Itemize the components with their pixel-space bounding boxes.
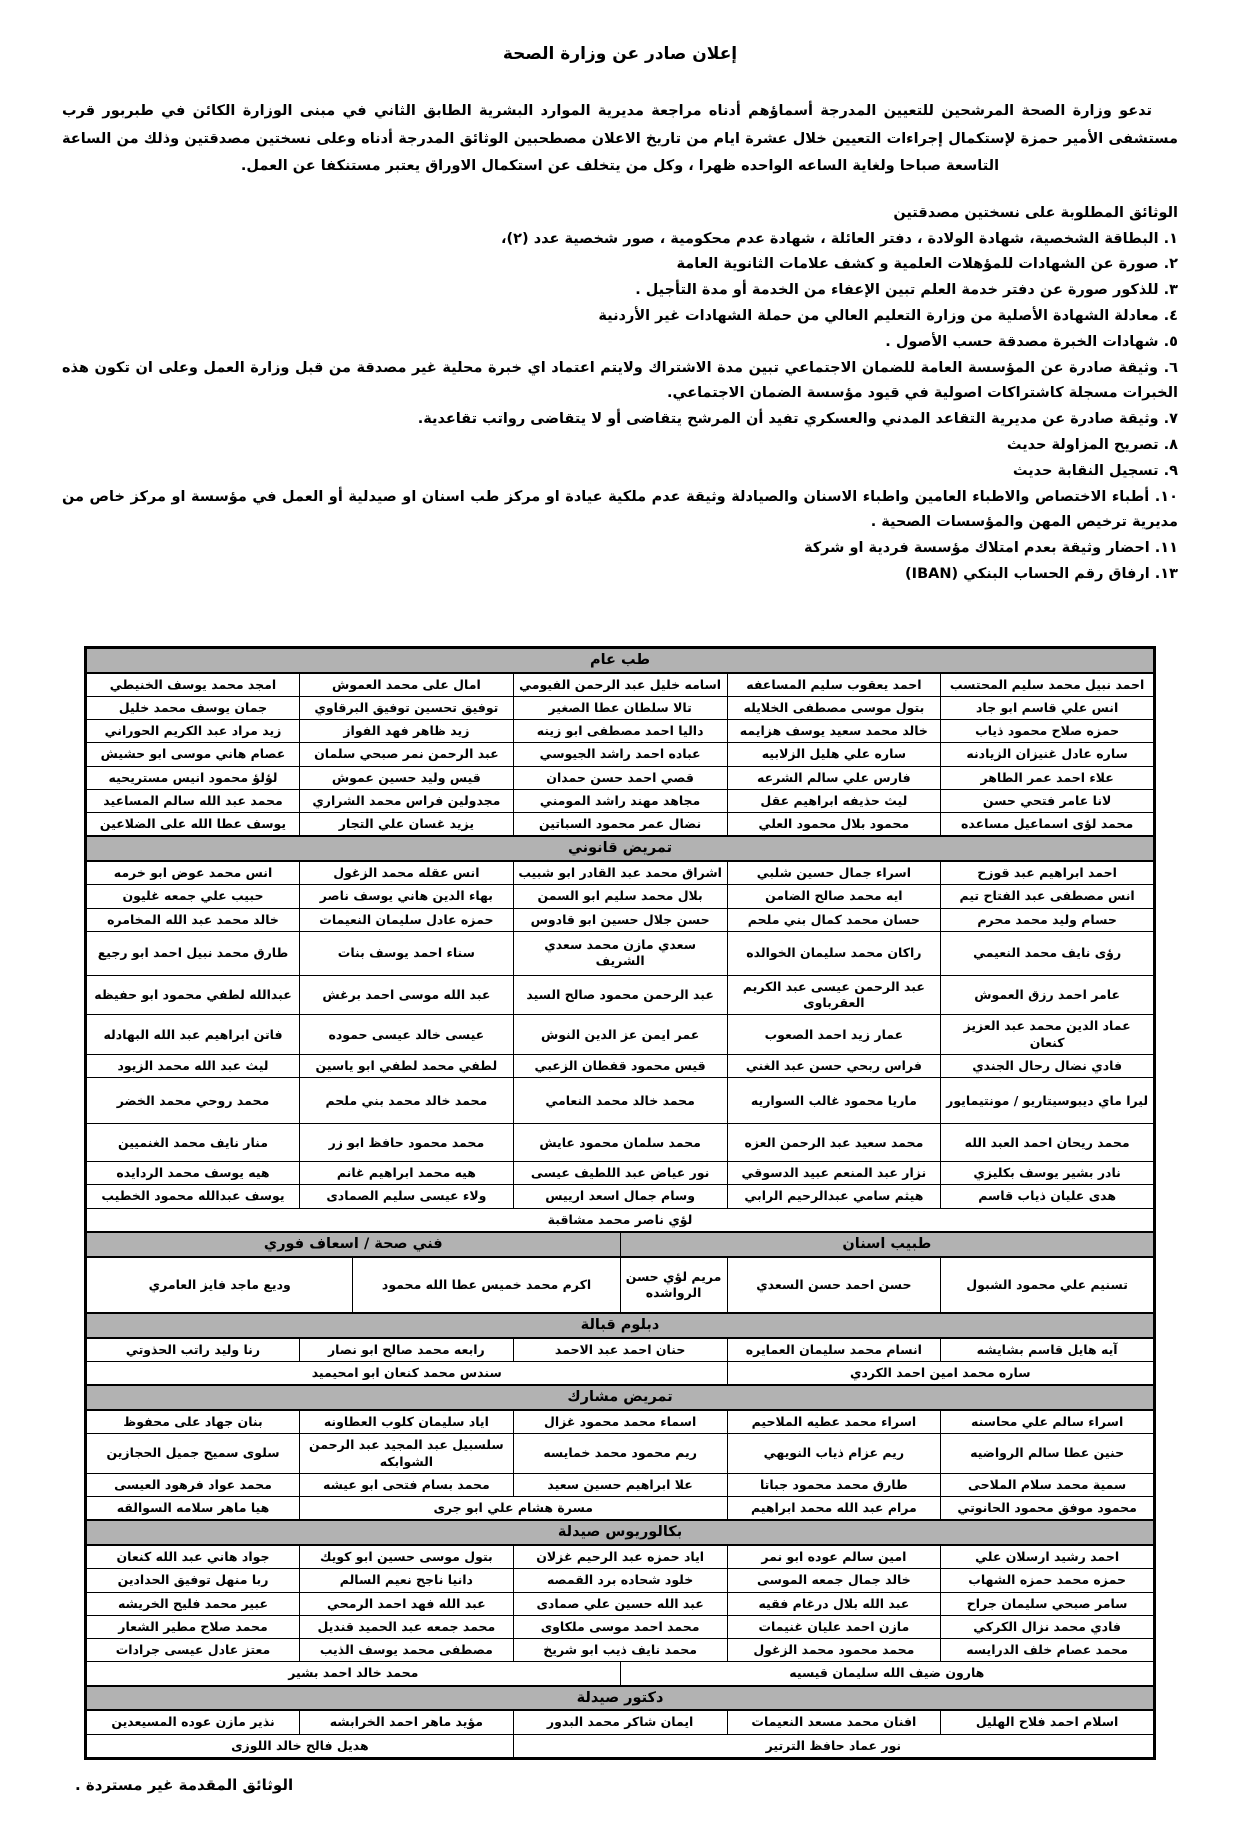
table-row xyxy=(86,1338,1155,1362)
table-row xyxy=(86,1569,1155,1592)
name-cell: مريم لؤي حسن الرواشده xyxy=(620,1257,727,1313)
section-header-cell: تمريض مشارك xyxy=(86,1385,1155,1410)
name-cell: تسنيم علي محمود الشبول xyxy=(941,1257,1155,1313)
roster-tbody xyxy=(86,647,1155,1758)
name-cell: محمد نايف ذيب ابو شريخ xyxy=(513,1639,727,1662)
name-cell: هارون ضيف الله سليمان قيسيه xyxy=(620,1662,1154,1686)
name-cell: ايمان شاكر محمد البدور xyxy=(513,1710,727,1734)
name-cell: خلود شحاده برد القمصه xyxy=(513,1569,727,1592)
table-row xyxy=(86,1078,1155,1124)
name-cell: عماد الدين محمد عبد العزيز كنعان xyxy=(941,1015,1155,1055)
table-row xyxy=(86,1662,1155,1686)
name-cell: هدى عليان ذياب قاسم xyxy=(941,1185,1155,1208)
name-cell: محمد سعيد عبد الرحمن العزه xyxy=(727,1124,941,1162)
name-cell: احمد يعقوب سليم المساعفه xyxy=(727,673,941,697)
page-title: إعلان صادر عن وزارة الصحة xyxy=(502,44,738,64)
name-cell: مؤيد ماهر احمد الخرابشه xyxy=(300,1710,514,1734)
table-row xyxy=(86,1361,1155,1385)
name-cell: بلال محمد سليم ابو السمن xyxy=(513,885,727,908)
name-cell: احمد ابراهيم عبد قوزح xyxy=(941,861,1155,885)
name-cell: رؤى نايف محمد النعيمي xyxy=(941,931,1155,975)
table-row xyxy=(86,1497,1155,1521)
name-cell: هديل فالح خالد اللوزى xyxy=(86,1734,514,1758)
table-row xyxy=(86,1124,1155,1162)
name-cell: اسراء سالم علي محاسنه xyxy=(941,1410,1155,1434)
name-cell: سلوى سميح جميل الحجازين xyxy=(86,1434,300,1474)
section-header-cell: بكالوريوس صيدلة xyxy=(86,1520,1155,1545)
name-cell: بتول موسى مصطفى الخلايله xyxy=(727,696,941,719)
name-cell: منار نايف محمد الغنميين xyxy=(86,1124,300,1162)
name-cell: عامر احمد رزق العموش xyxy=(941,975,1155,1015)
name-cell: عصام هاني موسى ابو حشيش xyxy=(86,743,300,766)
name-cell: جواد هاني عبد الله كنعان xyxy=(86,1545,300,1569)
table-row xyxy=(86,1710,1155,1734)
name-cell: نضال عمر محمود السباتين xyxy=(513,813,727,837)
name-cell: بهاء الدين هاني يوسف ناصر xyxy=(300,885,514,908)
footer-note: الوثائق المقدمة غير مستردة . xyxy=(75,1775,294,1794)
table-row xyxy=(86,1162,1155,1185)
name-cell: بتول موسى حسين ابو كويك xyxy=(300,1545,514,1569)
requirement-item: ٩. تسجيل النقابة حديث xyxy=(1012,462,1178,479)
name-cell: حمزه صلاح محمود ذياب xyxy=(941,720,1155,743)
table-row xyxy=(86,743,1155,766)
name-cell: ماريا محمود غالب السواريه xyxy=(727,1078,941,1124)
name-cell: محمد صلاح مطير الشعار xyxy=(86,1615,300,1638)
name-cell: محمد عصام خلف الدرايسه xyxy=(941,1639,1155,1662)
name-cell: وديع ماجد فايز العامري xyxy=(86,1257,353,1313)
name-cell: احمد رشيد ارسلان علي xyxy=(941,1545,1155,1569)
name-cell: معتز عادل عيسى جرادات xyxy=(86,1639,300,1662)
section-header-cell: دبلوم قبالة xyxy=(86,1313,1155,1338)
requirement-item: ٧. وثيقة صادرة عن مديرية التقاعد المدني والعسكري تفيد أن المرشح يتقاضى أو لا يتقاضى رواتب تقاعدية. xyxy=(417,411,1178,428)
section-header-row xyxy=(86,1520,1155,1545)
name-cell: ليث عبد الله محمد الزيود xyxy=(86,1054,300,1077)
name-cell: مجدولين فراس محمد الشراري xyxy=(300,789,514,812)
name-cell: عيسى خالد عيسى حموده xyxy=(300,1015,514,1055)
name-cell: سلسبيل عبد المجيد عبد الرحمن الشوابكه xyxy=(300,1434,514,1474)
name-cell: ريم محمود محمد خمايسه xyxy=(513,1434,727,1474)
section-header-cell: تمريض قانوني xyxy=(86,836,1155,861)
name-cell: رنا وليد راتب الحذوتي xyxy=(86,1338,300,1362)
name-cell: علا ابراهيم حسين سعيد xyxy=(513,1473,727,1496)
name-cell: عبير محمد فليح الخريشه xyxy=(86,1592,300,1615)
name-cell: محمد عبد الله سالم المساعيد xyxy=(86,789,300,812)
requirement-item: ٦. وثيقة صادرة عن المؤسسة العامة للضمان الاجتماعي تبين مدة الاشتراك ولايتم اعتماد اي خبرة محلية غير مصدقة من قبل وزارة العمل وعلى ان تكون هذه الخبرات مسجلة كاشتراكات اصولية في قيود مؤسسة الضمان الاجتماعي. xyxy=(62,359,1178,402)
table-row xyxy=(86,673,1155,697)
table-row xyxy=(86,789,1155,812)
table-row xyxy=(86,1545,1155,1569)
name-cell: محمد جمعه عبد الحميد قنديل xyxy=(300,1615,514,1638)
section-header-row xyxy=(86,1686,1155,1711)
name-cell: اسامه خليل عبد الرحمن الفيومي xyxy=(513,673,727,697)
table-row xyxy=(86,1185,1155,1208)
name-cell: محمود بلال محمود العلي xyxy=(727,813,941,837)
name-cell: انس مصطفى عبد الفتاح تيم xyxy=(941,885,1155,908)
section-header-row xyxy=(86,1313,1155,1338)
name-cell: خالد محمد عبد الله المخامره xyxy=(86,908,300,931)
required-documents-heading: الوثائق المطلوبة على نسختين مصدقتين xyxy=(893,204,1178,221)
name-cell: محمد ريحان احمد العبد الله xyxy=(941,1124,1155,1162)
name-cell: خالد جمال جمعه الموسى xyxy=(727,1569,941,1592)
name-cell: ساره عادل غنيزان الزيادنه xyxy=(941,743,1155,766)
name-cell: اسراء محمد عطيه الملاحيم xyxy=(727,1410,941,1434)
name-cell: محمد سلمان محمود عايش xyxy=(513,1124,727,1162)
table-row xyxy=(86,931,1155,975)
intro-paragraph: تدعو وزارة الصحة المرشحين للتعيين المدرجة أسماؤهم أدناه مراجعة مديرية الموارد البشرية الطابق الثاني في مبنى الوزارة الكائن في طبربور قرب مستشفى الأمير حمزة لإستكمال إجراءات التعيين خلال عشرة ايام من تاريخ الاعلان مصطحبين الوثائق المدرجة أدناه وعلى نسختين مصدقتين وذلك من الساعة التاسعة صباحا ولغاية الساعه الواحده ظهرا ، وكل من يتخلف عن استكمال الاوراق يعتبر مستنكفا عن العمل. xyxy=(62,103,1178,175)
name-cell: عمر ايمن عز الدين النوش xyxy=(513,1015,727,1055)
table-row xyxy=(86,1639,1155,1662)
name-cell: انس محمد عوض ابو خرمه xyxy=(86,861,300,885)
name-cell: اكرم محمد خميس عطا الله محمود xyxy=(353,1257,620,1313)
name-cell: عبد الله بلال درغام فقيه xyxy=(727,1592,941,1615)
section-header-row xyxy=(86,1385,1155,1410)
name-cell: فارس علي سالم الشرعه xyxy=(727,766,941,789)
name-cell: افنان محمد مسعد النعيمات xyxy=(727,1710,941,1734)
name-cell: مرام عبد الله محمد ابراهيم xyxy=(727,1497,941,1521)
name-cell: محمد بسام فتحى ابو عيشه xyxy=(300,1473,514,1496)
name-cell: توفيق تحسين توفيق البرقاوي xyxy=(300,696,514,719)
requirement-item: ١٣. ارفاق رقم الحساب البنكي (IBAN) xyxy=(905,566,1178,582)
name-cell: انس عقله محمد الزغول xyxy=(300,861,514,885)
name-cell: محمد محمود محمد الزغول xyxy=(727,1639,941,1662)
name-cell: انسام محمد سليمان العمايره xyxy=(727,1338,941,1362)
name-cell: اسماء محمد محمود غزال xyxy=(513,1410,727,1434)
name-cell: مصطفى محمد يوسف الذيب xyxy=(300,1639,514,1662)
table-row xyxy=(86,1208,1155,1232)
table-row xyxy=(86,766,1155,789)
name-cell: حسن احمد حسن السعدي xyxy=(727,1257,941,1313)
name-cell: حمزه عادل سليمان النعيمات xyxy=(300,908,514,931)
name-cell: نور عماد حافظ الترتير xyxy=(513,1734,1154,1758)
name-cell: ساره محمد امين احمد الكردي xyxy=(727,1361,1155,1385)
name-cell: جمان يوسف محمد خليل xyxy=(86,696,300,719)
table-row xyxy=(86,720,1155,743)
requirement-item: ٢. صورة عن الشهادات للمؤهلات العلمية و كشف علامات الثانوية العامة xyxy=(676,256,1178,273)
table-row xyxy=(86,975,1155,1015)
requirement-item: ٨. تصريح المزاولة حديث xyxy=(1006,437,1178,454)
name-cell: رابعه محمد صالح ابو نصار xyxy=(300,1338,514,1362)
name-cell: اسراء جمال حسين شلبي xyxy=(727,861,941,885)
name-cell: محمد لؤى اسماعيل مساعده xyxy=(941,813,1155,837)
table-row xyxy=(86,813,1155,837)
name-cell: محمد احمد موسى ملكاوى xyxy=(513,1615,727,1638)
name-cell: عباده احمد راشد الجيوسي xyxy=(513,743,727,766)
name-cell: قيس محمود قفطان الزعبي xyxy=(513,1054,727,1077)
name-cell: محمد خالد محمد بني ملحم xyxy=(300,1078,514,1124)
name-cell: طارق محمد محمود جباتا xyxy=(727,1473,941,1496)
section-header-cell: دكتور صيدلة xyxy=(86,1686,1155,1711)
table-row xyxy=(86,696,1155,719)
name-cell: سعدي مازن محمد سعدي الشريف xyxy=(513,931,727,975)
requirement-item: ١١. احضار وثيقة بعدم امتلاك مؤسسة فردية او شركة xyxy=(803,540,1178,557)
table-row xyxy=(86,1615,1155,1638)
table-row xyxy=(86,1734,1155,1758)
name-cell: قصي احمد حسن حمدان xyxy=(513,766,727,789)
name-cell: يزيد غسان علي التجار xyxy=(300,813,514,837)
name-cell: امال على محمد العموش xyxy=(300,673,514,697)
section-header-cell: طب عام xyxy=(86,647,1155,672)
name-cell: ليث حذيفه ابراهيم عقل xyxy=(727,789,941,812)
table-row xyxy=(86,1410,1155,1434)
name-cell: حنين عطا سالم الرواضيه xyxy=(941,1434,1155,1474)
name-cell: اسلام احمد فلاح الهليل xyxy=(941,1710,1155,1734)
name-cell: داليا احمد مصطفى ابو زينه xyxy=(513,720,727,743)
table-row xyxy=(86,885,1155,908)
name-cell: ليرا ماي ديبوسيتاريو / مونتيمايور xyxy=(941,1078,1155,1124)
name-cell: لانا عامر فتحي حسن xyxy=(941,789,1155,812)
name-cell: امين سالم عوده ابو نمر xyxy=(727,1545,941,1569)
table-row xyxy=(86,1015,1155,1055)
name-cell: نذير مازن عوده المسيعدين xyxy=(86,1710,300,1734)
name-cell: فادي نضال رحال الجندي xyxy=(941,1054,1155,1077)
name-cell: احمد نبيل محمد سليم المحتسب xyxy=(941,673,1155,697)
section-header-row xyxy=(86,647,1155,672)
name-cell: هيه يوسف محمد الردايده xyxy=(86,1162,300,1185)
name-cell: انس علي قاسم ابو جاد xyxy=(941,696,1155,719)
name-cell: حسن جلال حسين ابو قادوس xyxy=(513,908,727,931)
name-cell: لؤي ناصر محمد مشاقبة xyxy=(86,1208,1155,1232)
name-cell: يوسف عبدالله محمود الخطيب xyxy=(86,1185,300,1208)
section-header-row xyxy=(86,836,1155,861)
name-cell: خالد محمد سعيد يوسف هزايمه xyxy=(727,720,941,743)
name-cell: عبد الله حسين علي صمادى xyxy=(513,1592,727,1615)
name-cell: ولاء عيسى سليم الصمادى xyxy=(300,1185,514,1208)
name-cell: هيثم سامي عبدالرحيم الرابي xyxy=(727,1185,941,1208)
name-cell: محمود موفق محمود الحانوتي xyxy=(941,1497,1155,1521)
requirement-item: ٥. شهادات الخبرة مصدقة حسب الأصول . xyxy=(885,333,1178,350)
name-cell: محمد خالد احمد بشير xyxy=(86,1662,621,1686)
name-cell: زيد مراد عبد الكريم الحوراني xyxy=(86,720,300,743)
name-cell: عبد الرحمن نمر صبحي سلمان xyxy=(300,743,514,766)
name-cell: هيه محمد ابراهيم غانم xyxy=(300,1162,514,1185)
name-cell: نزار عبد المنعم عبيد الدسوقي xyxy=(727,1162,941,1185)
name-cell: نور عياض عبد اللطيف عيسى xyxy=(513,1162,727,1185)
name-cell: لطفي محمد لطفي ابو ياسين xyxy=(300,1054,514,1077)
name-cell: مجاهد مهند راشد المومني xyxy=(513,789,727,812)
name-cell: حنان احمد عبد الاحمد xyxy=(513,1338,727,1362)
name-cell: حمزه محمد حمزه الشهاب xyxy=(941,1569,1155,1592)
name-cell: بنان جهاد على محفوظ xyxy=(86,1410,300,1434)
name-cell: حسان محمد كمال بني ملحم xyxy=(727,908,941,931)
name-cell: يوسف عطا الله على الضلاعين xyxy=(86,813,300,837)
table-row xyxy=(86,908,1155,931)
name-cell: دانيا ناجح نعيم السالم xyxy=(300,1569,514,1592)
roster-table xyxy=(84,646,1156,1760)
name-cell: اشراق محمد عبد القادر ابو شبيب xyxy=(513,861,727,885)
name-cell: مسرة هشام علي ابو جرى xyxy=(300,1497,728,1521)
name-cell: حبيب علي جمعه غليون xyxy=(86,885,300,908)
name-cell: محمد محمود حافظ ابو زر xyxy=(300,1124,514,1162)
name-cell: امجد محمد يوسف الخنيطي xyxy=(86,673,300,697)
requirement-item: ٣. للذكور صورة عن دفتر خدمة العلم تبين الإعفاء من الخدمة أو مدة التأجيل . xyxy=(635,282,1178,299)
requirement-item: ٤. معادلة الشهادة الأصلية من وزارة التعليم العالي من حملة الشهادات غير الأردنية xyxy=(598,308,1178,325)
name-cell: علاء احمد عمر الطاهر xyxy=(941,766,1155,789)
requirements-list xyxy=(62,227,1178,588)
name-cell: وسام جمال اسعد ارييس xyxy=(513,1185,727,1208)
name-cell: ساره علي هليل الزلابيه xyxy=(727,743,941,766)
table-row xyxy=(86,1592,1155,1615)
name-cell: عبد الله موسى احمد برغش xyxy=(300,975,514,1015)
name-cell: لؤلؤ محمود انيس مستريحيه xyxy=(86,766,300,789)
name-cell: فاتن ابراهيم عبد الله البهادله xyxy=(86,1015,300,1055)
name-cell: فادي محمد نزال الكركي xyxy=(941,1615,1155,1638)
name-cell: نادر بشير يوسف بكليزي xyxy=(941,1162,1155,1185)
name-cell: سمية محمد سلام الملاحى xyxy=(941,1473,1155,1496)
name-cell: محمد روحي محمد الخضر xyxy=(86,1078,300,1124)
requirement-item: ١. البطاقة الشخصية، شهادة الولادة ، دفتر العائلة ، شهادة عدم محكومية ، صور شخصية عدد (٢)، xyxy=(501,230,1178,247)
name-cell: سناء احمد يوسف بنات xyxy=(300,931,514,975)
name-cell: قيس وليد حسين عموش xyxy=(300,766,514,789)
table-row xyxy=(86,1434,1155,1474)
name-cell: سامر صبحي سليمان جراح xyxy=(941,1592,1155,1615)
table-row xyxy=(86,1257,1155,1313)
name-cell: فراس ربحي حسن عبد الغني xyxy=(727,1054,941,1077)
table-row xyxy=(86,1473,1155,1496)
name-cell: عبد الرحمن عيسى عبد الكريم العقرباوى xyxy=(727,975,941,1015)
name-cell: ربا منهل توفيق الحدادين xyxy=(86,1569,300,1592)
table-row xyxy=(86,861,1155,885)
name-cell: هيا ماهر سلامه السوالقه xyxy=(86,1497,300,1521)
name-cell: سندس محمد كنعان ابو امحيميد xyxy=(86,1361,728,1385)
requirement-item: ١٠. أطباء الاختصاص والاطباء العامين واطباء الاسنان والصيادلة وثيقة عدم ملكية عيادة او مركز طب اسنان او صيدلية أو العمل في مؤسسة او مركز خاص من مديرية ترخيص المهن والمؤسسات الصحية . xyxy=(62,488,1178,531)
name-cell: ريم عزام ذياب النويهي xyxy=(727,1434,941,1474)
name-cell: تالا سلطان عطا الصغير xyxy=(513,696,727,719)
name-cell: عبد الرحمن محمود صالح السيد xyxy=(513,975,727,1015)
name-cell: محمد خالد محمد النعامي xyxy=(513,1078,727,1124)
name-cell: زيد ظاهر فهد الفواز xyxy=(300,720,514,743)
name-cell: آيه هايل قاسم بشايشه xyxy=(941,1338,1155,1362)
name-cell: طارق محمد نبيل احمد ابو رجيع xyxy=(86,931,300,975)
name-cell: محمد عواد فرهود العيسى xyxy=(86,1473,300,1496)
name-cell: ايه محمد صالح الضامن xyxy=(727,885,941,908)
name-cell: عبد الله فهد احمد الرمحي xyxy=(300,1592,514,1615)
name-cell: راكان محمد سليمان الخوالده xyxy=(727,931,941,975)
section-header-cell: فني صحة / اسعاف فوري xyxy=(86,1232,621,1257)
table-row xyxy=(86,1054,1155,1077)
name-cell: اياد سليمان كلوب العطاونه xyxy=(300,1410,514,1434)
section-header-cell: طبيب اسنان xyxy=(620,1232,1154,1257)
name-cell: حسام وليد محمد محرم xyxy=(941,908,1155,931)
name-cell: مازن احمد عليان غنيمات xyxy=(727,1615,941,1638)
name-cell: اياد حمزه عبد الرحيم غزلان xyxy=(513,1545,727,1569)
name-cell: عبدالله لطفي محمود ابو حفيظه xyxy=(86,975,300,1015)
section-header-row xyxy=(86,1232,1155,1257)
name-cell: عمار زيد احمد الصعوب xyxy=(727,1015,941,1055)
